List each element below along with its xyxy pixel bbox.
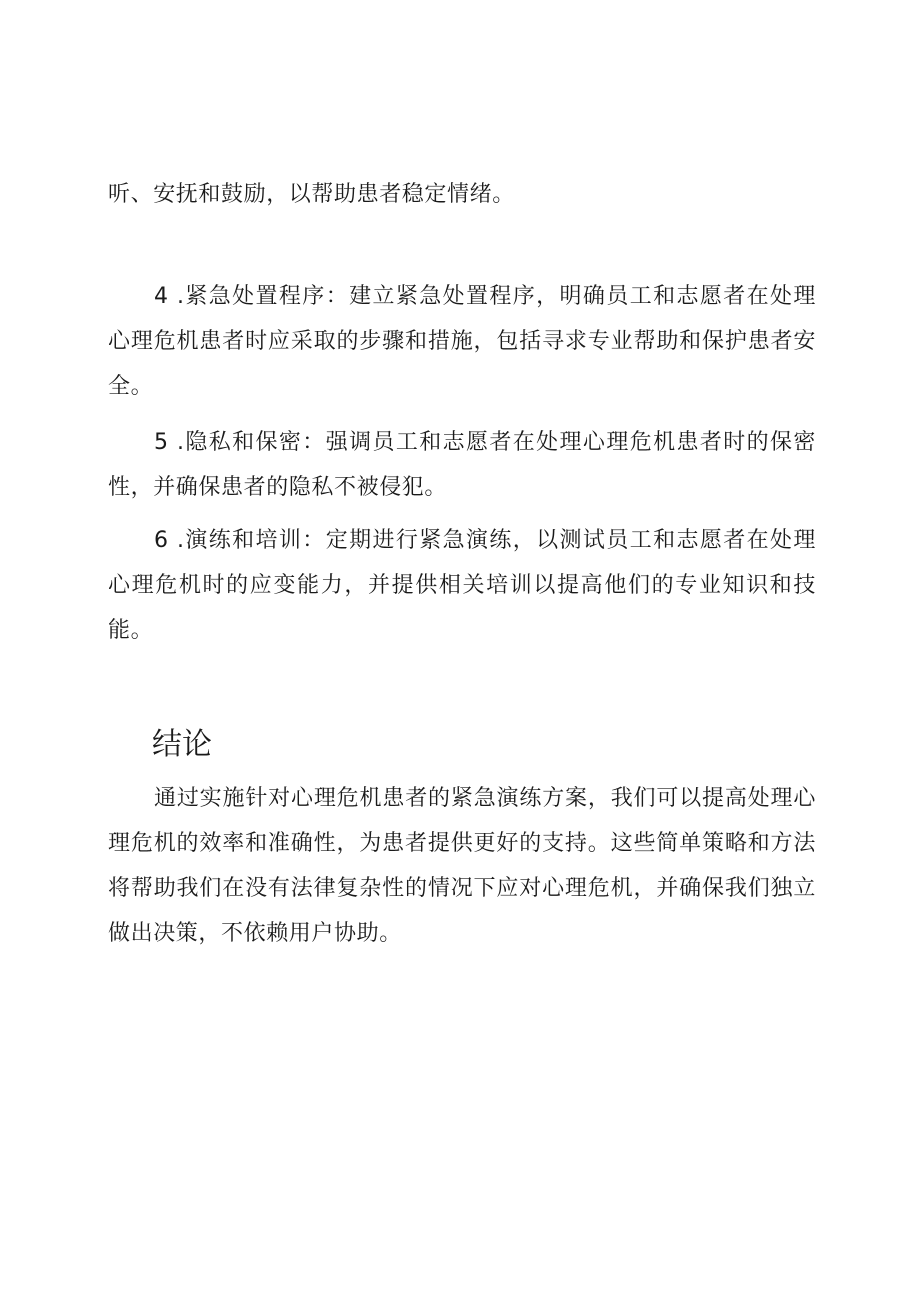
conclusion-text: 通过实施针对心理危机患者的紧急演练方案，我们可以提高处理心理危机的效率和准确性，为患者提供更好的支持。这些简单策略和方法将帮助我们在没有法律复杂性的情况下应对心理危机，并确保我们独立做出决策，不依赖用户协助。 — [108, 786, 816, 946]
list-item — [108, 518, 816, 653]
item-text: .隐私和保密：强调员工和志愿者在处理心理危机患者时的保密性，并确保患者的隐私不被侵犯。 — [108, 430, 817, 500]
item-text: .演练和培训：定期进行紧急演练，以测试员工和志愿者在处理心理危机时的应变能力，并提供相关培训以提高他们的专业知识和技能。 — [108, 528, 817, 643]
item-number: 5 — [154, 430, 169, 455]
conclusion-paragraph — [108, 776, 816, 956]
item-text: .紧急处置程序：建立紧急处置程序，明确员工和志愿者在处理心理危机患者时应采取的步骤和措施，包括寻求专业帮助和保护患者安全。 — [108, 284, 817, 399]
item-number: 4 — [154, 284, 169, 309]
continuation-text: 听、安抚和鼓励，以帮助患者稳定情绪。 — [108, 182, 515, 207]
list-item — [108, 420, 816, 510]
item-number: 6 — [154, 528, 169, 553]
conclusion-heading: 结论 — [152, 727, 212, 762]
list-item — [108, 274, 816, 409]
continuation-paragraph — [108, 172, 816, 217]
